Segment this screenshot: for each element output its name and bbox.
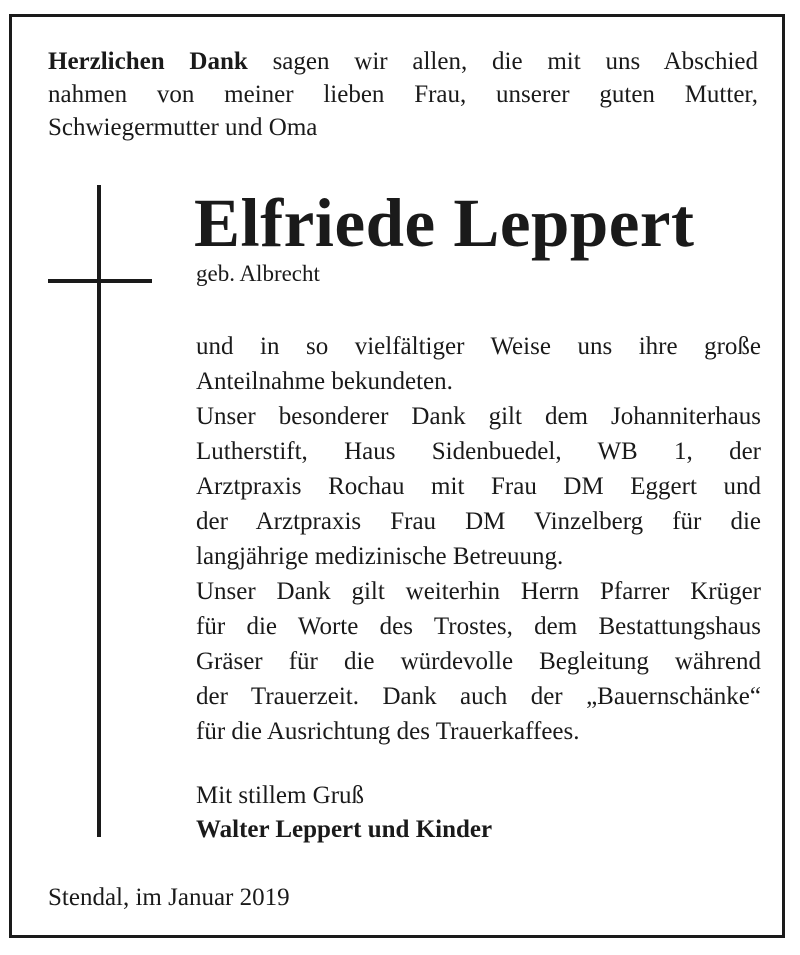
body-line: für die Worte des Trostes, dem Bestattungshaus bbox=[196, 613, 761, 640]
intro-line-3: Schwiegermutter und Oma bbox=[48, 114, 318, 141]
maiden-name: geb. Albrecht bbox=[196, 261, 320, 286]
body-line: Gräser für die würdevolle Begleitung während bbox=[196, 648, 761, 675]
body-line: Anteilnahme bekundeten. bbox=[196, 368, 453, 395]
body-line: Arztpraxis Rochau mit Frau DM Eggert und bbox=[196, 473, 761, 500]
body-line: der Trauerzeit. Dank auch der „Bauernschänke“ bbox=[196, 683, 761, 710]
body-line: Lutherstift, Haus Sidenbuedel, WB 1, der bbox=[196, 438, 761, 465]
body-line: Unser Dank gilt weiterhin Herrn Pfarrer Krüger bbox=[196, 578, 761, 605]
body-line: der Arztpraxis Frau DM Vinzelberg für die bbox=[196, 508, 761, 535]
cross-icon-horizontal bbox=[48, 279, 152, 283]
intro-bold-lead: Herzlichen Dank bbox=[48, 48, 248, 75]
body-line: Unser besonderer Dank gilt dem Johanniterhaus bbox=[196, 403, 761, 430]
thanks-body bbox=[196, 329, 761, 749]
intro-line-1-text: sagen wir allen, die mit uns Abschied bbox=[272, 48, 759, 75]
closing-greeting: Mit stillem Gruß bbox=[196, 782, 365, 809]
signer-name: Walter Leppert und Kinder bbox=[196, 816, 493, 843]
body-line: langjährige medizinische Betreuung. bbox=[196, 543, 564, 570]
body-line: und in so vielfältiger Weise uns ihre große bbox=[196, 333, 761, 360]
intro-line-1 bbox=[48, 45, 758, 78]
intro-line-2: nahmen von meiner lieben Frau, unserer guten Mutter, bbox=[48, 81, 758, 108]
intro-paragraph bbox=[48, 45, 758, 144]
obituary-frame bbox=[9, 14, 785, 938]
deceased-name: Elfriede Leppert bbox=[194, 185, 695, 261]
place-date: Stendal, im Januar 2019 bbox=[48, 884, 290, 911]
body-line: für die Ausrichtung des Trauerkaffees. bbox=[196, 718, 580, 745]
